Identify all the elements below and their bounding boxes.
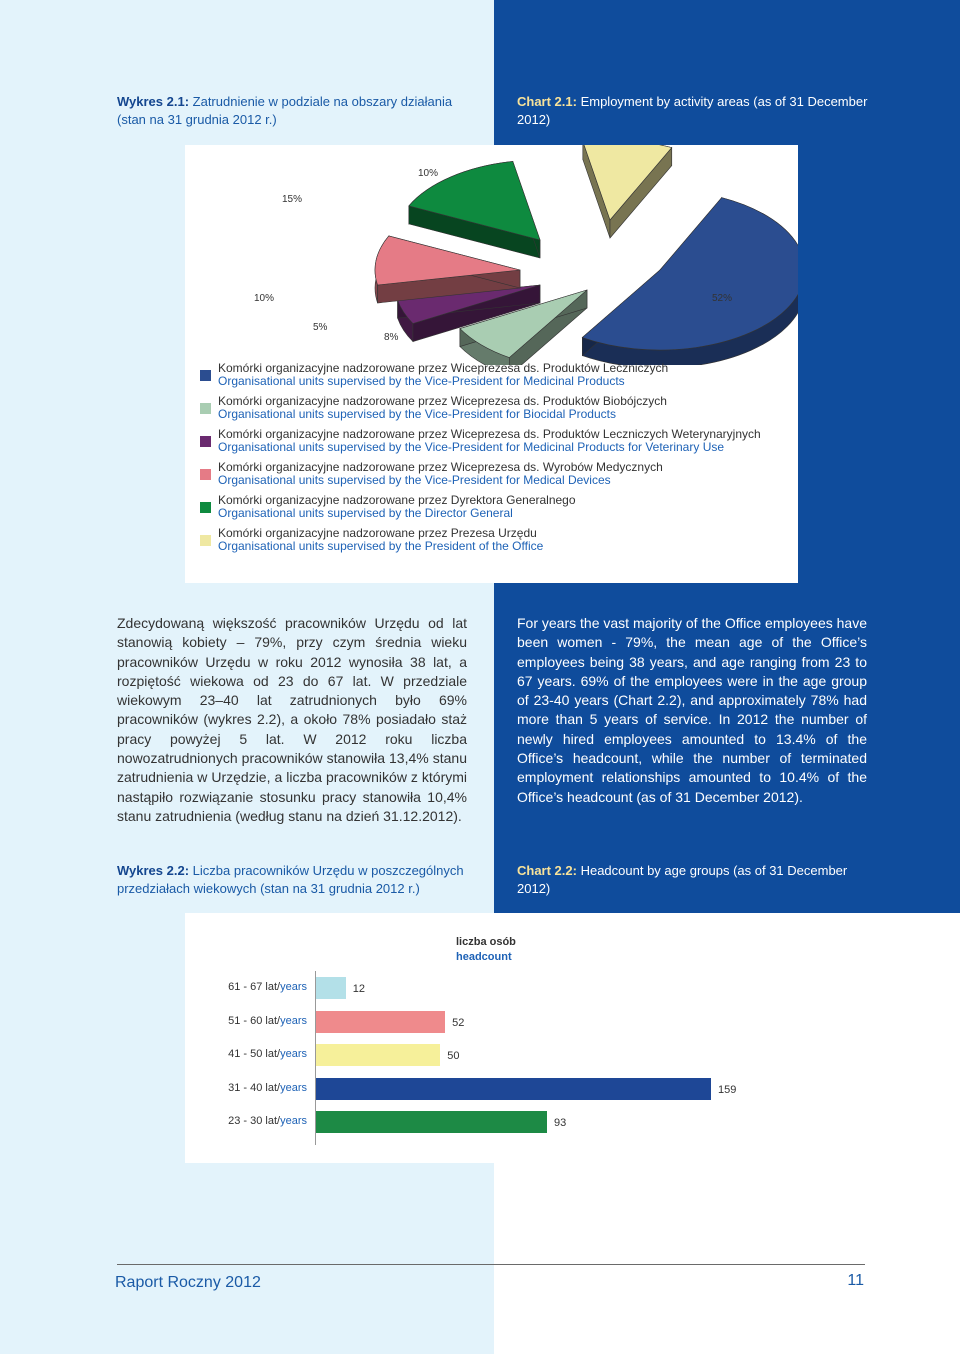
legend-item	[200, 494, 800, 527]
footer-title: Raport Roczny 2012	[115, 1274, 261, 1291]
page-number: 11	[847, 1272, 864, 1289]
legend-item	[200, 395, 800, 428]
bar-category-label: 41 - 50 lat/years	[228, 1048, 307, 1060]
legend-label-en: Organisational units supervised by the Vice-President for Medicinal Products for Veterinary Use	[218, 440, 725, 454]
chart1-caption-pl: Wykres 2.1: Zatrudnienie w podziale na obszary działania (stan na 31 grudnia 2012 r.)	[117, 94, 453, 127]
bar-value-label: 50	[447, 1050, 460, 1062]
pie-slice	[583, 145, 672, 238]
legend-label-en: Organisational units supervised by the Vice-President for Medical Devices	[218, 473, 611, 487]
chart1-legend	[200, 362, 800, 560]
legend-label-pl: Komórki organizacyjne nadzorowane przez Wiceprezesa ds. Produktów Biobójczych	[218, 394, 667, 408]
chart2-header-pl: liczba osób	[456, 936, 516, 948]
pie-label-8: 8%	[384, 332, 399, 343]
bar-value-label: 159	[718, 1083, 737, 1096]
legend-swatch	[200, 403, 211, 414]
legend-label-pl: Komórki organizacyjne nadzorowane przez Dyrektora Generalnego	[218, 493, 576, 507]
pie-label-10-top: 10%	[418, 168, 439, 179]
legend-label-en: Organisational units supervised by the President of the Office	[218, 539, 544, 553]
legend-label-pl: Komórki organizacyjne nadzorowane przez Prezesa Urzędu	[218, 526, 537, 540]
bar	[316, 1111, 547, 1133]
legend-swatch	[200, 502, 211, 513]
bar-category-label: 23 - 30 lat/years	[228, 1115, 307, 1127]
bar	[316, 1044, 440, 1066]
legend-item	[200, 362, 800, 395]
chart2-header-en: headcount	[456, 951, 512, 963]
pie-label-15: 15%	[282, 194, 303, 205]
bar-value-label: 93	[554, 1117, 567, 1129]
bar-value-label: 52	[452, 1016, 465, 1029]
legend-item	[200, 461, 800, 494]
legend-item	[200, 428, 800, 461]
legend-swatch	[200, 370, 211, 381]
bar	[316, 1011, 445, 1033]
legend-label-en: Organisational units supervised by the Director General	[218, 506, 513, 520]
legend-item	[200, 527, 800, 560]
bar-category-label: 31 - 40 lat/years	[228, 1081, 307, 1094]
pie-label-10-left: 10%	[254, 293, 275, 304]
body-text-en: For years the vast majority of the Office employees have been women - 79%, the mean age of the Office’s employees being 38 years, and age ranging from 23 to 67 years. 69% of the employees were in the age group of 23-40 years (Chart 2.2), and approximately 78% had more than 5 years of service. In 2012 the number of newly hired employees amounted to 13.4% of the Office’s headcount, while the number of terminated employment relationships amounted to 10.4% of the Office’s headcount (as of 31 December 2012).	[517, 615, 867, 805]
legend-label-pl: Komórki organizacyjne nadzorowane przez Wiceprezesa ds. Produktów Leczniczych Weterynaryjnych	[218, 427, 761, 441]
footer-rule	[117, 1264, 865, 1265]
bar-category-label: 61 - 67 lat/years	[228, 981, 307, 993]
bar-category-label: 51 - 60 lat/years	[228, 1014, 307, 1027]
bar-value-label: 12	[352, 983, 366, 995]
bar	[316, 1078, 711, 1100]
legend-swatch	[200, 535, 211, 546]
legend-label-pl: Komórki organizacyjne nadzorowane przez Wiceprezesa ds. Wyrobów Medycznych	[218, 460, 663, 474]
legend-label-en: Organisational units supervised by the Vice-President for Biocidal Products	[218, 407, 616, 421]
legend-label-en: Organisational units supervised by the Vice-President for Medicinal Products	[218, 374, 625, 388]
bar	[316, 977, 346, 999]
chart2-caption-en: Chart 2.2: Headcount by age groups (as of 31 December 2012)	[517, 863, 848, 896]
pie-label-5: 5%	[313, 322, 328, 333]
pie-label-52: 52%	[712, 293, 733, 304]
pie-chart	[185, 145, 798, 365]
body-text-pl: Zdecydowaną większość pracowników Urzędu od lat stanowią kobiety – 79%, przy czym średnia wieku pracowników Urzędu w roku 2012 wynosiła 38 lat, a rozpiętość wiekowa od 23 do 67 lat. W przedziale wiekowym 23–40 lat zatrudnionych było 69% pracowników (wykres 2.2), a około 78% posiadało staż pracy powyżej 5 lat. W 2012 roku liczba nowozatrudnionych pracowników stanowiła 13,4% stanu zatrudnienia w Urzędzie, a liczba pracowników z którymi nastąpiło rozwiązanie stosunku pracy stanowiła 10,4% stanu zatrudnienia (według stanu na dzień 31.12.2012).	[117, 615, 467, 824]
chart2-caption-pl: Wykres 2.2: Liczba pracowników Urzędu w poszczególnych przedziałach wiekowych (stan na 31 grudnia 2012 r.)	[117, 863, 464, 896]
legend-swatch	[200, 436, 211, 447]
legend-label-pl: Komórki organizacyjne nadzorowane przez Wiceprezesa ds. Produktów Leczniczych	[218, 361, 669, 375]
chart1-caption-en: Chart 2.1: Employment by activity areas (as of 31 December 2012)	[517, 94, 868, 127]
legend-swatch	[200, 469, 211, 480]
